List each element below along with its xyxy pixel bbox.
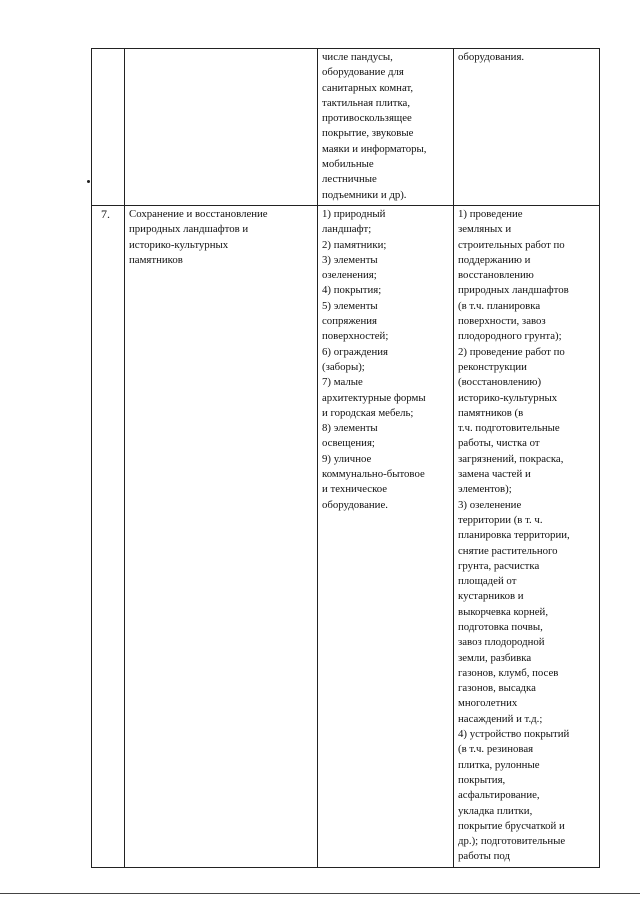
- cell-name: Сохранение и восстановление природных ландшафтов и историко-культурных памятников: [125, 205, 318, 867]
- table-row-7: [92, 205, 600, 867]
- footer-rule: [0, 893, 640, 894]
- cell-works: оборудования.: [454, 49, 600, 206]
- scan-dot-mark: [87, 180, 90, 183]
- table-row-continuation: [92, 49, 600, 206]
- cell-objects: 1) природный ландшафт; 2) памятники; 3) элементы озеленения; 4) покрытия; 5) элементы сопряжения поверхностей; 6) ограждения (заборы); 7) малые архитектурные формы и городская мебель; 8) элементы освещения; 9) уличное коммунально-бытовое и техническое оборудование.: [318, 205, 454, 867]
- cell-works: 1) проведение земляных и строительных работ по поддержанию и восстановлению природных ландшафтов (в т.ч. планировка поверхности, завоз плодородного грунта); 2) проведение работ по реконструкции (восстановлению) историко-культурных памятников (в т.ч. подготовительные работы, чистка от загрязнений, покраска, замена частей и элементов); 3) озеленение территории (в т. ч. планировка территории, снятие растительного грунта, расчистка площадей от кустарников и выкорчевка корней, подготовка почвы, завоз плодородной земли, разбивка газонов, клумб, посев газонов, высадка многолетних насаждений и т.д.; 4) устройство покрытий (в т.ч. резиновая плитка, рулонные покрытия, асфальтирование, укладка плитки, покрытие брусчаткой и др.); подготовительные работы под: [454, 205, 600, 867]
- cell-name: [125, 49, 318, 206]
- cell-objects: числе пандусы, оборудование для санитарных комнат, тактильная плитка, противоскользящее покрытие, звуковые маяки и информаторы, мобильные лестничные подъемники и др).: [318, 49, 454, 206]
- works-table: [91, 48, 600, 868]
- cell-number: 7.: [92, 205, 125, 867]
- cell-number: [92, 49, 125, 206]
